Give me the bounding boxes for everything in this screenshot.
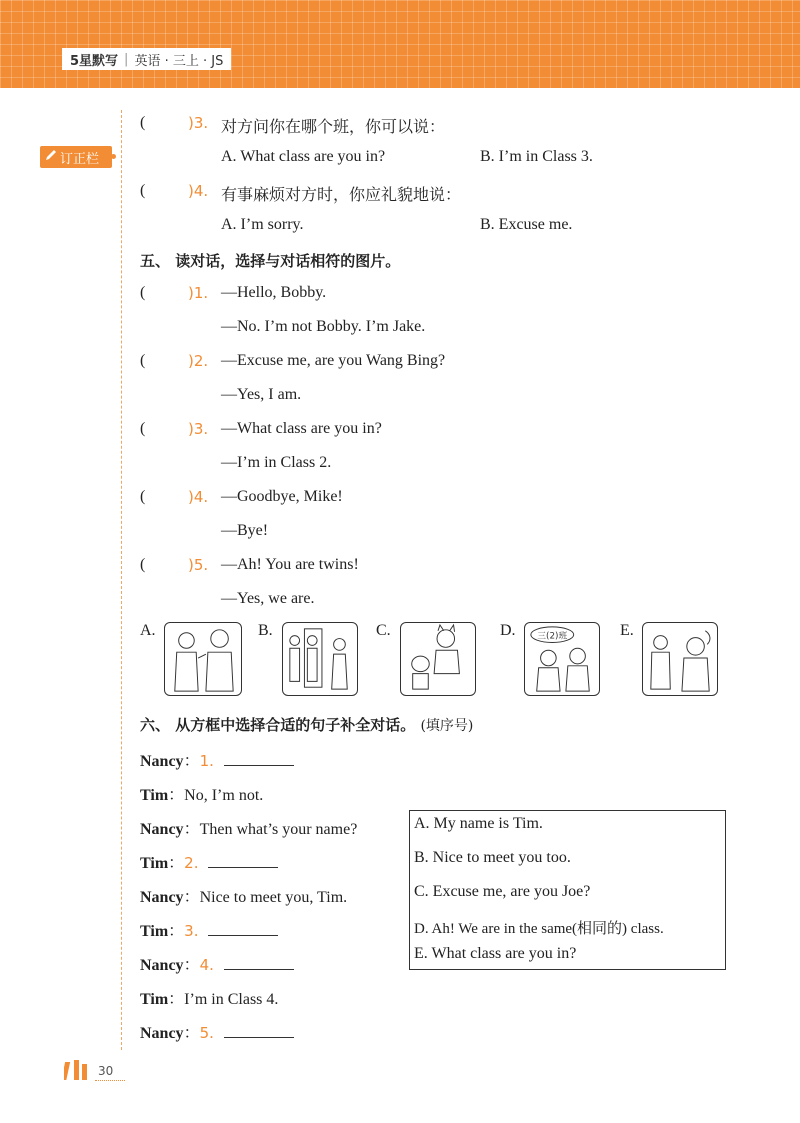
book-subject: 英语 · 三上 · JS: [134, 53, 224, 69]
blank-number: 5.: [199, 1024, 214, 1042]
dialog-line-1: —Excuse me, are you Wang Bing?: [221, 352, 446, 369]
colon: ：: [168, 923, 185, 940]
colon: ：: [183, 889, 200, 906]
question-number: )4.: [188, 182, 209, 200]
dialog-row: [140, 884, 347, 907]
bubble-text: 三(2)班: [537, 631, 568, 642]
three-people-icon: [283, 623, 357, 695]
section-6-title: [140, 714, 473, 735]
colon: ：: [168, 855, 185, 872]
question-number: )3.: [188, 420, 209, 438]
p5-item-4-line-2: —Bye!: [221, 522, 269, 539]
colon: ：: [183, 957, 200, 974]
answer-blank[interactable]: [224, 1024, 294, 1038]
speaker-name: Tim: [140, 991, 169, 1008]
dialog-line-1: —What class are you in?: [221, 420, 382, 437]
answer-blank[interactable]: [208, 922, 278, 936]
dialog-text: Nice to meet you, Tim.: [199, 889, 348, 906]
dialog-row: [140, 1020, 294, 1043]
p4-q3-option-b: B. I’m in Class 3.: [480, 148, 593, 165]
option-d: D. Ah! We are in the same(相同的) class.: [414, 921, 664, 937]
two-people-talking-icon: [643, 623, 717, 695]
page-number: 30: [98, 1064, 114, 1078]
picture-letter-a: A.: [140, 622, 156, 639]
picture-letter-b: B.: [258, 622, 273, 639]
picture-e: [642, 622, 718, 696]
section-5-title: 五、 读对话，选择与对话相符的图片。: [140, 252, 401, 270]
answer-paren: (: [140, 182, 146, 199]
option-e: E. What class are you in?: [414, 945, 577, 962]
colon: ：: [183, 1025, 200, 1042]
speaker-name: Tim: [140, 923, 169, 940]
book-brand: 5星默写: [70, 53, 119, 69]
speaker-name: Nancy: [140, 753, 184, 770]
dialog-row: [140, 850, 278, 873]
dialog-line-1: —Goodbye, Mike!: [221, 488, 343, 505]
answer-blank[interactable]: [224, 752, 294, 766]
colon: ：: [168, 787, 185, 804]
options-box: [409, 810, 726, 970]
colon: ：: [183, 753, 200, 770]
speaker-name: Tim: [140, 855, 169, 872]
p5-item-5-line-2: —Yes, we are.: [221, 590, 315, 607]
p5-item-3-line-2: —I’m in Class 2.: [221, 454, 332, 471]
dialog-row: [140, 816, 357, 839]
option-c: C. Excuse me, are you Joe?: [414, 883, 591, 900]
answer-paren: (: [140, 352, 146, 369]
speaker-name: Tim: [140, 787, 169, 804]
pencil-icon: [44, 148, 58, 166]
p4-q3-option-a: A. What class are you in?: [221, 148, 386, 165]
blank-number: 3.: [184, 922, 199, 940]
dialog-text: I’m in Class 4.: [184, 991, 279, 1008]
question-prompt: 对方问你在哪个班，你可以说：: [221, 119, 446, 136]
dialog-row: [140, 918, 278, 941]
speaker-name: Nancy: [140, 821, 184, 838]
answer-paren: (: [140, 488, 146, 505]
picture-letter-c: C.: [376, 622, 391, 639]
dialog-row: [140, 986, 278, 1009]
dialog-line-1: —Hello, Bobby.: [221, 284, 327, 301]
dialog-text: Then what’s your name?: [199, 821, 358, 838]
dialog-row: [140, 782, 263, 805]
section-6-hint: (填序号): [420, 718, 474, 734]
answer-paren: (: [140, 556, 146, 573]
p5-item-1-line-2: —No. I’m not Bobby. I’m Jake.: [221, 318, 426, 335]
speaker-name: Nancy: [140, 1025, 184, 1042]
picture-letter-e: E.: [620, 622, 634, 639]
correction-margin-line: [121, 110, 122, 1050]
picture-options: [140, 620, 730, 700]
books-icon: [64, 1058, 96, 1080]
colon: ：: [183, 821, 200, 838]
class-2-bubble-icon: [525, 623, 599, 695]
answer-paren: (: [140, 284, 146, 301]
answer-blank[interactable]: [208, 854, 278, 868]
speaker-name: Nancy: [140, 889, 184, 906]
answer-paren: (: [140, 420, 146, 437]
animal-characters-icon: [401, 623, 475, 695]
question-number: )5.: [188, 556, 209, 574]
question-number: )4.: [188, 488, 209, 506]
question-number: )3.: [188, 114, 209, 132]
option-b: B. Nice to meet you too.: [414, 849, 571, 866]
blank-number: 1.: [199, 752, 214, 770]
answer-paren: (: [140, 114, 146, 131]
p5-item-2-line-2: —Yes, I am.: [221, 386, 302, 403]
book-tag: [62, 48, 231, 70]
correction-label-text: 订正栏: [60, 151, 100, 167]
picture-a: [164, 622, 242, 696]
picture-c: [400, 622, 476, 696]
blank-number: 4.: [199, 956, 214, 974]
label-dot: [111, 154, 116, 159]
dialog-line-1: —Ah! You are twins!: [221, 556, 359, 573]
two-people-greeting-icon: [165, 623, 241, 695]
footer-dots: [95, 1080, 125, 1081]
p4-q4-option-a: A. I’m sorry.: [221, 216, 304, 233]
question-prompt: 有事麻烦对方时，你应礼貌地说：: [221, 187, 462, 204]
tag-separator: |: [124, 51, 129, 67]
option-a: A. My name is Tim.: [414, 815, 543, 832]
section-6-title-text: 六、 从方框中选择合适的句子补全对话。: [140, 716, 416, 734]
speaker-name: Nancy: [140, 957, 184, 974]
dialog-row: [140, 952, 294, 975]
question-number: )2.: [188, 352, 209, 370]
picture-b: [282, 622, 358, 696]
question-number: )1.: [188, 284, 209, 302]
colon: ：: [168, 991, 185, 1008]
picture-letter-d: D.: [500, 622, 516, 639]
dialog-text: No, I’m not.: [184, 787, 264, 804]
dialog-row: [140, 748, 294, 771]
page-header: [0, 0, 800, 88]
correction-label: [40, 146, 112, 168]
picture-d: [524, 622, 600, 696]
answer-blank[interactable]: [224, 956, 294, 970]
p4-q4-option-b: B. Excuse me.: [480, 216, 573, 233]
blank-number: 2.: [184, 854, 199, 872]
